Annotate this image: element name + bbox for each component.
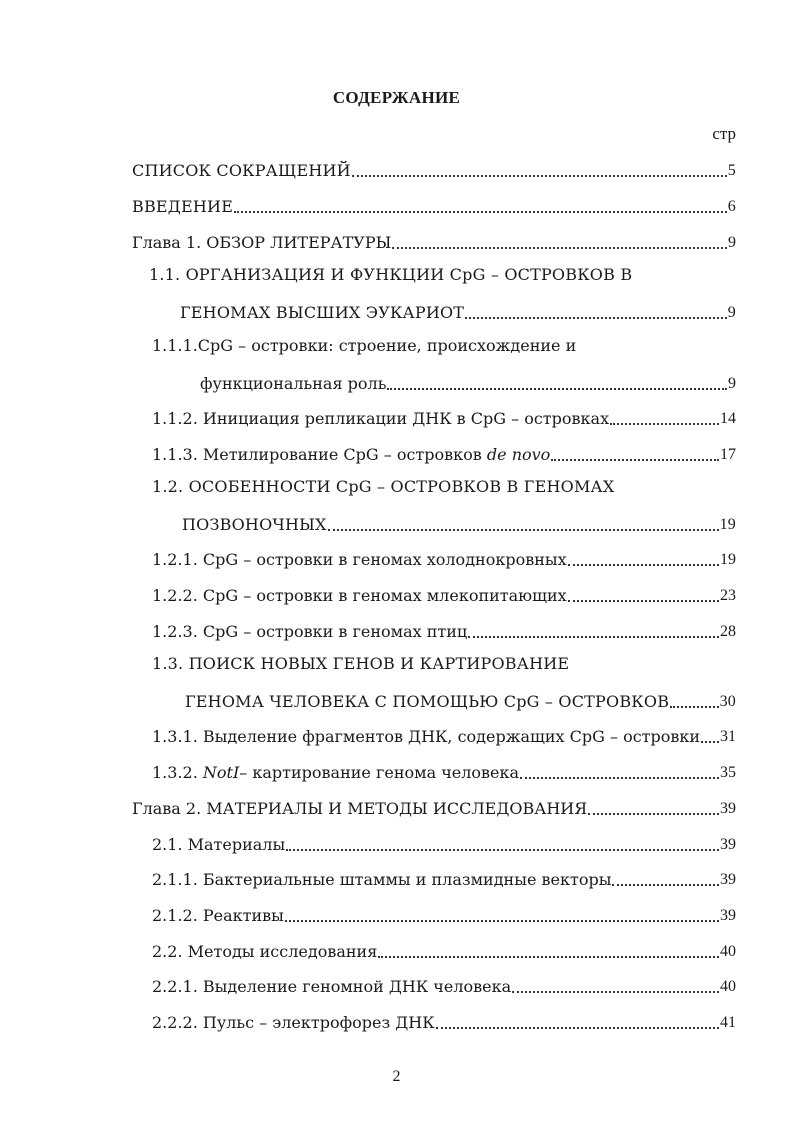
toc-entry[interactable] (152, 582, 736, 606)
dot-leader (285, 920, 719, 922)
toc-entry-label: 2.1.1. Бактериальные штаммы и плазмидные векторы (152, 870, 612, 889)
toc-entry-label: 1.2.3. CpG – островки в геномах птиц (152, 622, 468, 641)
toc-entry-label: 2.2.1. Выделение геномной ДНК человека (152, 977, 512, 996)
toc-entry[interactable] (152, 1009, 736, 1033)
toc-entry-label[interactable]: 1.3. ПОИСК НОВЫХ ГЕНОВ И КАРТИРОВАНИЕ (152, 654, 570, 673)
toc-entry[interactable] (152, 759, 736, 783)
toc-entry[interactable] (132, 229, 736, 253)
dot-leader (701, 741, 719, 743)
toc-entry-continuation: ГЕНОМА ЧЕЛОВЕКА С ПОМОЩЬЮ CpG – ОСТРОВКОВ (185, 692, 670, 711)
toc-entry-continuation: ГЕНОМАХ ВЫСШИХ ЭУКАРИОТ (180, 303, 465, 322)
dot-leader (387, 388, 727, 390)
dot-leader (670, 706, 718, 708)
toc-entry[interactable] (152, 902, 736, 926)
toc-entry-label: 1.3.1. Выделение фрагментов ДНК, содержащих CpG – островки (152, 727, 701, 746)
toc-entry-label-italic: de novo (486, 445, 551, 464)
toc-entry[interactable] (132, 193, 736, 217)
toc-entry[interactable] (132, 795, 736, 819)
toc-entry-prefix: 1.3.2. (152, 763, 198, 782)
dot-leader (392, 247, 727, 249)
toc-page-number: 19 (719, 516, 736, 533)
toc-entry-label: ВВЕДЕНИЕ (132, 197, 234, 216)
toc-page-number: 6 (727, 198, 736, 215)
toc-entry[interactable] (182, 511, 736, 535)
toc-entry[interactable] (132, 157, 736, 181)
dot-leader (436, 1027, 719, 1029)
toc-entry-label: 1.2.2. CpG – островки в геномах млекопитающих (152, 586, 567, 605)
toc-entry[interactable] (152, 938, 736, 962)
toc-page-number: 17 (720, 446, 736, 463)
dot-leader (352, 175, 727, 177)
toc-page-number: 19 (720, 551, 736, 568)
toc-entry-label: 1.2.1. CpG – островки в геномах холоднокровных (152, 550, 567, 569)
toc-entry-label: 2.1.2. Реактивы (152, 906, 284, 925)
dot-leader (551, 459, 719, 461)
toc-entry[interactable] (152, 973, 736, 997)
toc-entry[interactable] (152, 831, 736, 855)
toc-entry-label: 2.2.2. Пульс – электрофорез ДНК (152, 1013, 435, 1032)
toc-entry-continuation: функциональная роль (200, 374, 387, 393)
toc-page-number: 14 (720, 410, 736, 427)
toc-page-number: 9 (727, 304, 736, 321)
toc-entry-label: Глава 1. ОБЗОР ЛИТЕРАТУРЫ (132, 233, 392, 252)
toc-entry-label[interactable]: 1.1.1.CpG – островки: строение, происхождение и (152, 336, 577, 355)
dot-leader (520, 777, 719, 779)
toc-page-number: 9 (728, 234, 736, 251)
toc-page-number: 5 (727, 162, 736, 179)
dot-leader (588, 813, 719, 815)
toc-entry-label: СПИСОК СОКРАЩЕНИЙ (132, 161, 351, 180)
toc-entry-label (152, 763, 519, 783)
toc-entry[interactable] (152, 618, 736, 642)
toc-entry-label: Глава 2. МАТЕРИАЛЫ И МЕТОДЫ ИССЛЕДОВАНИЯ (132, 799, 588, 818)
dot-leader (568, 564, 719, 566)
toc-page-number: 28 (720, 623, 736, 640)
toc-entry[interactable] (152, 405, 736, 429)
dot-leader (610, 423, 719, 425)
dot-leader (286, 849, 719, 851)
toc-entry-label: 1.1.2. Инициация репликации ДНК в CpG – островках (152, 409, 610, 428)
toc-entry[interactable] (185, 688, 736, 712)
toc-entry-label-text: 1.1.3. Метилирование CpG – островков (152, 445, 482, 464)
toc-entry-label: 2.1. Материалы (152, 835, 286, 854)
toc-entry[interactable] (200, 370, 736, 394)
toc-page-number: 39 (720, 800, 736, 817)
toc-entry-continuation: ПОЗВОНОЧНЫХ (182, 515, 327, 534)
toc-page-number: 23 (720, 587, 736, 604)
toc-page-number: 39 (720, 836, 736, 853)
page-title: СОДЕРЖАНИЕ (332, 88, 461, 107)
toc-entry-label[interactable]: 1.1. ОРГАНИЗАЦИЯ И ФУНКЦИИ CpG – ОСТРОВКОВ В (149, 265, 633, 284)
toc-page-number: 9 (728, 375, 736, 392)
toc-page-number: 40 (720, 943, 736, 960)
toc-entry-label (152, 445, 550, 465)
dot-leader (512, 991, 719, 993)
toc-entry[interactable] (180, 299, 736, 323)
dot-leader (612, 884, 719, 886)
toc-page-number: 40 (720, 978, 736, 995)
toc-entry[interactable] (152, 866, 736, 890)
page-column-label: стр (712, 124, 736, 143)
toc-entry-label-text: – картирование генома человека (239, 763, 520, 782)
toc-page-number: 39 (720, 907, 736, 924)
toc-page-number: 39 (720, 871, 736, 888)
dot-leader (465, 317, 727, 319)
dot-leader (468, 636, 719, 638)
dot-leader (568, 600, 719, 602)
toc-entry[interactable] (152, 546, 736, 570)
toc-entry-label-italic: NotI (202, 763, 240, 782)
toc-page-number: 35 (720, 764, 736, 781)
dot-leader (234, 211, 727, 213)
toc-entry[interactable] (152, 441, 736, 465)
page-number: 2 (392, 1068, 401, 1085)
toc-entry-label[interactable]: 1.2. ОСОБЕННОСТИ CpG – ОСТРОВКОВ В ГЕНОМАХ (152, 477, 615, 496)
dot-leader (328, 529, 719, 531)
toc-page-number: 41 (720, 1014, 736, 1031)
toc-entry-label: 2.2. Методы исследования (152, 942, 378, 961)
toc-page-number: 31 (720, 728, 736, 745)
toc-entry[interactable] (152, 723, 736, 747)
toc-page-number: 30 (719, 693, 736, 710)
dot-leader (378, 956, 719, 958)
